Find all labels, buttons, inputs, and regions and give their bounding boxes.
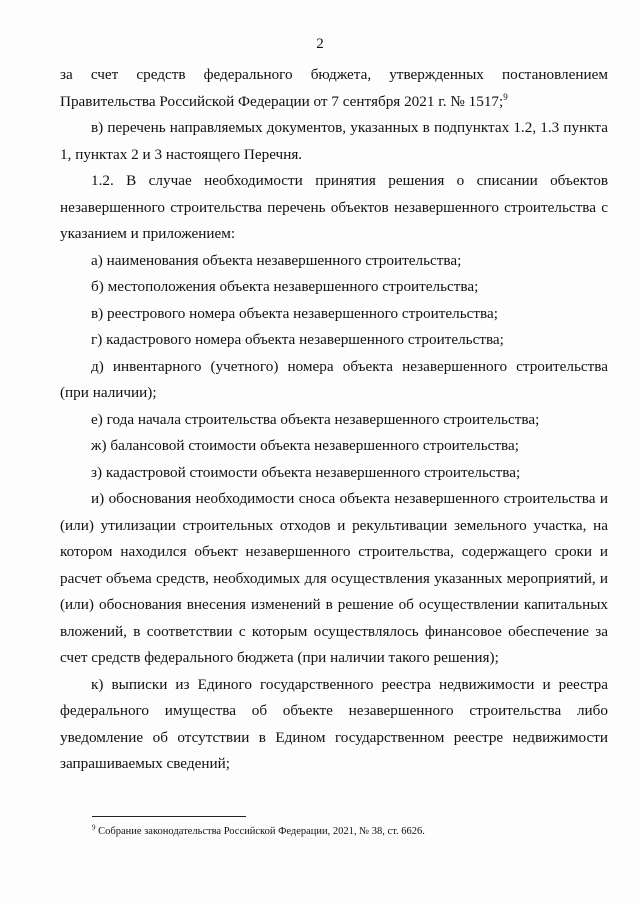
paragraph-sub-d: д) инвентарного (учетного) номера объекта незавершенного строительства (при наличии); — [60, 357, 608, 401]
paragraph-line-text: Правительства Российской Федерации от 7 сентября 2021 г. № 1517; — [60, 92, 504, 110]
paragraph-sub-a: а) наименования объекта незавершенного строительства; — [91, 251, 462, 269]
paragraph-intro-continuation — [60, 62, 608, 115]
paragraph-clause-1-2: 1.2. В случае необходимости принятия решения о списании объектов незавершенного строительства перечень объектов незавершенного строительства с указанием и приложением: — [60, 172, 608, 242]
paragraph-item-v: в) перечень направляемых документов, указанных в подпунктах 1.2, 1.3 пункта 1, пунктах 2 и 3 настоящего Перечня. — [60, 119, 608, 163]
paragraph-sub-v: в) реестрового номера объекта незавершенного строительства; — [91, 304, 498, 322]
footnote-marker: 9 — [92, 823, 96, 832]
document-body — [60, 62, 608, 778]
footnote — [92, 825, 592, 839]
paragraph-sub-zh: ж) балансовой стоимости объекта незавершенного строительства; — [91, 437, 519, 454]
paragraph-sub-e: е) года начала строительства объекта незавершенного строительства; — [91, 410, 540, 428]
footnote-text: Собрание законодательства Российской Федерации, 2021, № 38, ст. 6626. — [98, 826, 425, 837]
paragraph-line — [60, 89, 608, 116]
paragraph-sub-k: к) выписки из Единого государственного реестра недвижимости и реестра федерального имущества об объекте незавершенного строительства либо уведомление об отсутствии в Едином государственном реестре недвижимости запрашиваемых сведений; — [60, 675, 608, 772]
paragraph-sub-z: з) кадастровой стоимости объекта незавершенного строительства; — [91, 463, 521, 481]
paragraph-line: за счет средств федерального бюджета, утвержденных постановлением — [60, 66, 608, 83]
paragraph-sub-i: и) обоснования необходимости сноса объекта незавершенного строительства и (или) утилизации строительных отходов и рекультивации земельного участка, на котором находился объект незавершенного строительства, содержащего сроки и расчет объема средств, необходимых для осуществления указанных мероприятий, и (или) обоснования внесения изменений в решение об осуществлении капитальных вложений, в соответствии с которым осуществлялось финансовое обеспечение за счет средств федерального бюджета (при наличии такого решения); — [60, 490, 608, 666]
paragraph-sub-b: б) местоположения объекта незавершенного строительства; — [91, 278, 479, 295]
footnote-divider — [92, 816, 246, 817]
page-number: 2 — [316, 36, 324, 52]
paragraph-sub-g: г) кадастрового номера объекта незавершенного строительства; — [91, 331, 504, 348]
footnote-reference: 9 — [503, 91, 508, 102]
